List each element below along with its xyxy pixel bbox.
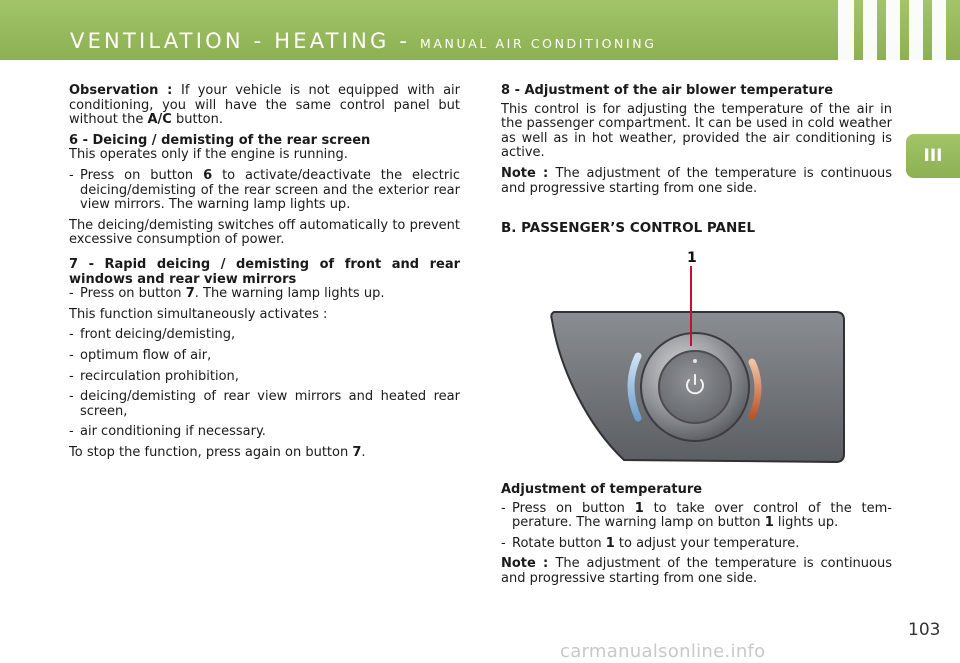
- chapter-tab[interactable]: III: [906, 134, 960, 178]
- list-item: - deicing/demisting of rear view mirrors and heated rear screen,: [69, 389, 460, 419]
- list-item: - recirculation prohibition,: [69, 368, 239, 384]
- left-column: [69, 84, 460, 460]
- adjustment-note: Note : The adjustment of the temperature is continuous and progressive starting from one side.: [501, 556, 892, 586]
- section-7-activates: This function simultaneously activates :: [69, 306, 328, 322]
- adjustment-section: [501, 483, 892, 587]
- section-6-bullet: - Press on button 6 to activate/deactivate the electric deicing/demisting of the rear screen and the exterior rear view mirrors. The warning lamp lights up.: [69, 167, 461, 213]
- section-7-press: - Press on button 7. The warning lamp lights up.: [69, 286, 385, 302]
- ac-button-ref: A/C: [147, 112, 172, 128]
- adjustment-bullet-2: - Rotate button 1 to adjust your temperature.: [501, 535, 800, 551]
- observation-label: Observation :: [69, 83, 181, 98]
- title-main: VENTILATION - HEATING -: [70, 29, 420, 53]
- section-6-intro: This operates only if the engine is running.: [69, 147, 348, 163]
- right-column: [501, 84, 892, 236]
- adjustment-bullet-1: - Press on button 1 to take over control of the tem-perature. The warning lamp on button 1 lights up.: [501, 500, 892, 531]
- decorative-stripes: [838, 0, 946, 60]
- section-8-note: Note : The adjustment of the temperature is continuous and progressive starting from one side.: [501, 165, 892, 196]
- page-title: [70, 29, 656, 53]
- title-sub: MANUAL AIR CONDITIONING: [420, 36, 657, 51]
- warning-lamp: [693, 359, 697, 363]
- section-8-text: This control is for adjusting the temperature of the air in the passenger compartment. It can be used in cold weather as well as in hot weather, provided the air conditioning is active.: [501, 101, 892, 161]
- list-item: - air conditioning if necessary.: [69, 424, 266, 440]
- section-6-heading: 6 - Deicing / demisting of the rear screen: [69, 132, 371, 148]
- passenger-control-panel-diagram: [540, 250, 850, 466]
- section-7-stop: To stop the function, press again on button 7.: [69, 444, 366, 460]
- list-item: - front deicing/demisting,: [69, 327, 236, 343]
- list-item: - optimum flow of air,: [69, 347, 212, 363]
- header-bar: [0, 0, 960, 60]
- section-7-heading: 7 - Rapid deicing / demisting of front and rear windows and rear view mirrors: [69, 256, 460, 287]
- section-8-heading: 8 - Adjustment of the air blower temperature: [501, 83, 834, 98]
- watermark: carmanualsonline.info: [560, 641, 766, 662]
- observation-paragraph: Observation : If your vehicle is not equipped with air conditioning, you will have the same control panel but without the A/C button.: [69, 83, 460, 128]
- page-number: 103: [908, 620, 941, 640]
- section-6-note: The deicing/demisting switches off automatically to prevent excessive consumption of power.: [69, 217, 460, 248]
- section-b-heading: B. PASSENGER’S CONTROL PANEL: [501, 220, 756, 237]
- callout-label: 1: [687, 250, 697, 266]
- adjustment-heading: Adjustment of temperature: [501, 482, 703, 497]
